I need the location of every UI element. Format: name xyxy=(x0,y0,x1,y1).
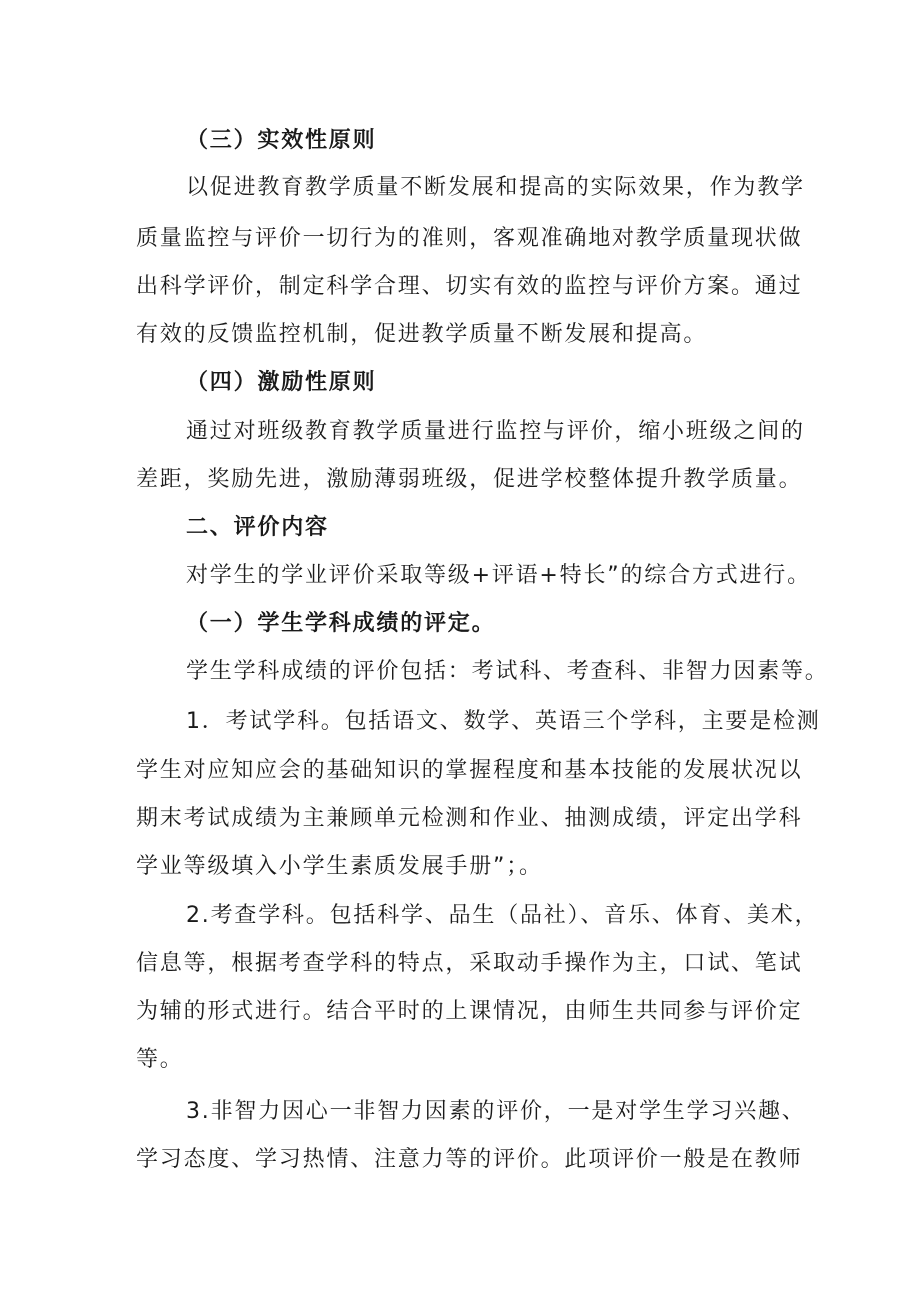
paragraph-line: 出科学评价，制定科学合理、切实有效的监控与评价方案。通过 xyxy=(136,274,803,299)
paragraph-line: 为辅的形式进行。结合平时的上课情况，由师生共同参与评价定 xyxy=(136,999,803,1024)
list-item-non-intellectual: 3.非智力因心一非智力因素的评价，一是对学生学习兴趣、 xyxy=(186,1099,806,1124)
paragraph-line: 学习态度、学习热情、注意力等的评价。此项评价一般是在教师 xyxy=(136,1147,803,1172)
paragraph-line: 以促进教育教学质量不断发展和提高的实际效果，作为教学 xyxy=(186,175,805,200)
paragraph-line: 学业等级填入小学生素质发展手册”；。 xyxy=(136,854,543,879)
paragraph-line: 等。 xyxy=(136,1047,184,1072)
heading-subject-grades: （一）学生学科成绩的评定。 xyxy=(186,611,496,636)
list-item-check-subjects: 2.考查学科。包括科学、品生（品社）、音乐、体育、美术， xyxy=(186,903,819,928)
paragraph-line: 期末考试成绩为主兼顾单元检测和作业、抽测成绩，评定出学科 xyxy=(136,806,803,831)
paragraph-line: 学生对应知应会的基础知识的掌握程度和基本技能的发展状况以 xyxy=(136,758,803,783)
paragraph-line: 质量监控与评价一切行为的准则，客观准确地对教学质量现状做 xyxy=(136,226,803,251)
heading-incentive-principle: （四）激励性原则 xyxy=(186,370,377,395)
list-item-exam-subjects: 1．考试学科。包括语文、数学、英语三个学科，主要是检测 xyxy=(186,709,821,734)
paragraph-line: 差距，奖励先进，激励薄弱班级，促进学校整体提升教学质量。 xyxy=(136,467,803,492)
paragraph-line: 通过对班级教育教学质量进行监控与评价，缩小班级之间的 xyxy=(186,419,805,444)
paragraph-line: 学生学科成绩的评价包括：考试科、考查科、非智力因素等。 xyxy=(186,659,829,684)
paragraph-line: 对学生的学业评价采取等级+评语+特长”的综合方式进行。 xyxy=(186,563,811,588)
paragraph-line: 信息等，根据考查学科的特点，采取动手操作为主，口试、笔试 xyxy=(136,951,803,976)
heading-evaluation-content: 二、评价内容 xyxy=(186,515,329,540)
heading-effectiveness-principle: （三）实效性原则 xyxy=(186,128,377,153)
paragraph-line: 有效的反馈监控机制，促进教学质量不断发展和提高。 xyxy=(136,322,708,347)
